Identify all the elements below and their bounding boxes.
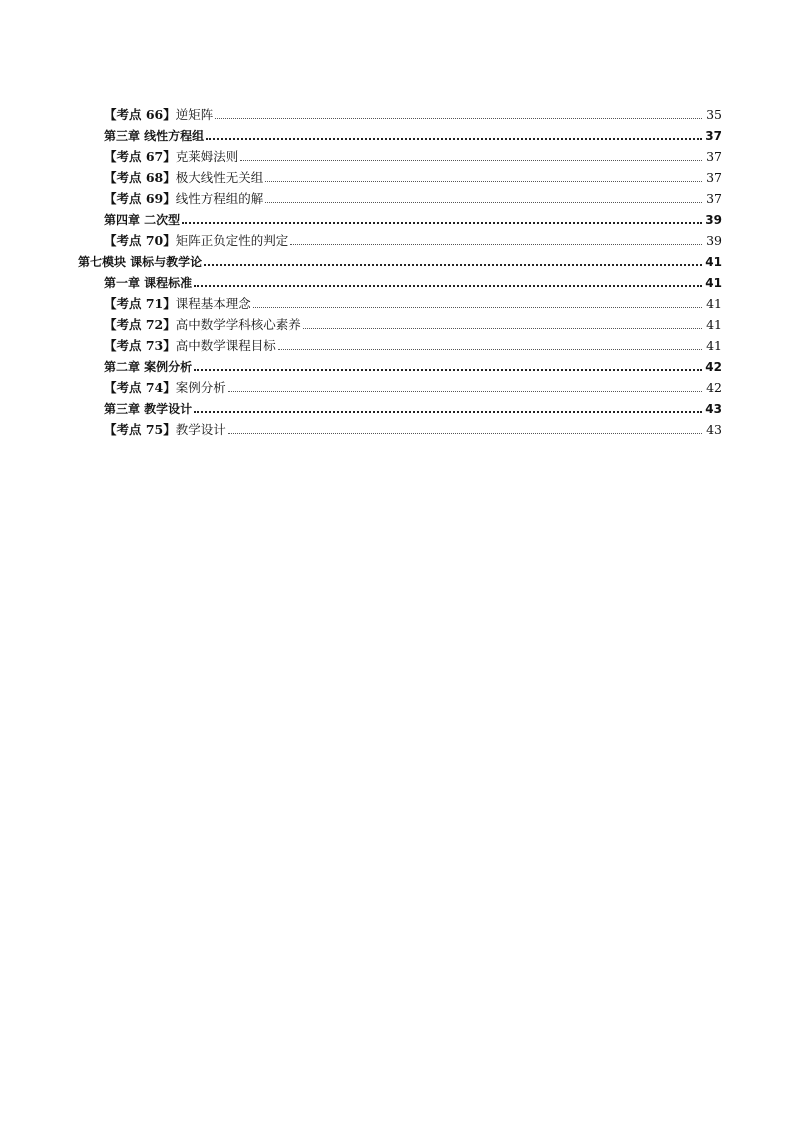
toc-dot-leader: [290, 244, 702, 245]
toc-entry-label: 克莱姆法则: [175, 149, 239, 164]
toc-page-number: 37: [706, 170, 722, 185]
toc-entry-kaodian-66[interactable]: [0, 102, 800, 123]
toc-entry-prefix: 【考点 68】: [104, 170, 176, 185]
toc-entry-kaodian-75[interactable]: [0, 417, 800, 438]
toc-page-number: 39: [705, 213, 722, 227]
toc-entry-kaodian-70[interactable]: [0, 228, 800, 249]
toc-entry-title: 第二章 案例分析: [104, 360, 193, 374]
toc-dot-leader: [240, 160, 702, 161]
toc-dot-leader: [204, 264, 702, 266]
toc-entry-chapter-4-quadratic-forms[interactable]: [0, 207, 800, 228]
toc-entry-title: [104, 107, 215, 123]
toc-entry-title: [104, 380, 228, 396]
toc-entry-title: [104, 149, 240, 165]
toc-dot-leader: [194, 369, 702, 371]
toc-entry-kaodian-71[interactable]: [0, 291, 800, 312]
toc-entry-prefix: 【考点 73】: [104, 338, 176, 353]
toc-dot-leader: [206, 138, 702, 140]
toc-dot-leader: [194, 285, 702, 287]
toc-entry-kaodian-72[interactable]: [0, 312, 800, 333]
toc-dot-leader: [278, 349, 702, 350]
toc-entry-kaodian-67[interactable]: [0, 144, 800, 165]
toc-entry-kaodian-73[interactable]: [0, 333, 800, 354]
toc-entry-title: 第三章 线性方程组: [104, 129, 205, 143]
toc-dot-leader: [194, 411, 702, 413]
toc-entry-label: 线性方程组的解: [175, 191, 264, 206]
toc-entry-chapter-2-case-analysis[interactable]: [0, 354, 800, 375]
toc-page-number: 41: [706, 338, 722, 353]
toc-dot-leader: [253, 307, 702, 308]
toc-dot-leader: [303, 328, 702, 329]
toc-page-number: 35: [706, 107, 722, 122]
toc-entry-title: [104, 296, 253, 312]
toc-page-number: 37: [706, 191, 722, 206]
toc-entry-module-7[interactable]: [0, 249, 800, 270]
toc-page-number: 42: [705, 360, 722, 374]
toc-page-number: 41: [705, 255, 722, 269]
toc-entry-chapter-3-teaching-design[interactable]: [0, 396, 800, 417]
toc-page-number: 41: [706, 296, 722, 311]
toc-page-number: 41: [706, 317, 722, 332]
toc-page-number: 43: [705, 402, 722, 416]
toc-entry-prefix: 【考点 70】: [104, 233, 176, 248]
toc-entry-label: 高中数学课程目标: [175, 338, 276, 353]
toc-dot-leader: [228, 433, 702, 434]
toc-dot-leader: [228, 391, 702, 392]
toc-entry-prefix: 【考点 66】: [104, 107, 176, 122]
toc-entry-prefix: 【考点 72】: [104, 317, 176, 332]
toc-entry-kaodian-74[interactable]: [0, 375, 800, 396]
toc-entry-title: 第三章 教学设计: [104, 402, 193, 416]
toc-dot-leader: [265, 202, 702, 203]
toc-entry-chapter-1-curriculum-standards[interactable]: [0, 270, 800, 291]
table-of-contents: [0, 102, 800, 438]
toc-entry-label: 逆矩阵: [175, 107, 214, 122]
toc-entry-title: 第七模块 课标与教学论: [78, 255, 203, 269]
toc-page-number: 42: [706, 380, 722, 395]
toc-entry-label: 课程基本理念: [175, 296, 251, 311]
toc-dot-leader: [182, 222, 702, 224]
toc-dot-leader: [265, 181, 702, 182]
toc-entry-kaodian-69[interactable]: [0, 186, 800, 207]
toc-page-number: 41: [705, 276, 722, 290]
toc-entry-prefix: 【考点 69】: [104, 191, 176, 206]
toc-page-number: 37: [706, 149, 722, 164]
toc-entry-title: 第四章 二次型: [104, 213, 181, 227]
toc-entry-kaodian-68[interactable]: [0, 165, 800, 186]
toc-entry-title: [104, 170, 265, 186]
toc-entry-prefix: 【考点 67】: [104, 149, 176, 164]
toc-entry-title: [104, 317, 303, 333]
toc-entry-title: [104, 422, 228, 438]
toc-entry-prefix: 【考点 71】: [104, 296, 176, 311]
toc-dot-leader: [215, 118, 702, 119]
toc-entry-title: 第一章 课程标准: [104, 276, 193, 290]
toc-page-number: 37: [705, 129, 722, 143]
toc-entry-title: [104, 191, 265, 207]
toc-entry-label: 矩阵正负定性的判定: [175, 233, 289, 248]
toc-entry-label: 高中数学学科核心素养: [175, 317, 301, 332]
toc-page-number: 39: [706, 233, 722, 248]
toc-entry-label: 极大线性无关组: [175, 170, 264, 185]
toc-page-number: 43: [706, 422, 722, 437]
toc-entry-chapter-3-linear-equations[interactable]: [0, 123, 800, 144]
toc-entry-title: [104, 338, 278, 354]
toc-entry-label: 教学设计: [175, 422, 226, 437]
toc-entry-label: 案例分析: [175, 380, 226, 395]
toc-entry-prefix: 【考点 75】: [104, 422, 176, 437]
toc-entry-prefix: 【考点 74】: [104, 380, 176, 395]
toc-entry-title: [104, 233, 290, 249]
